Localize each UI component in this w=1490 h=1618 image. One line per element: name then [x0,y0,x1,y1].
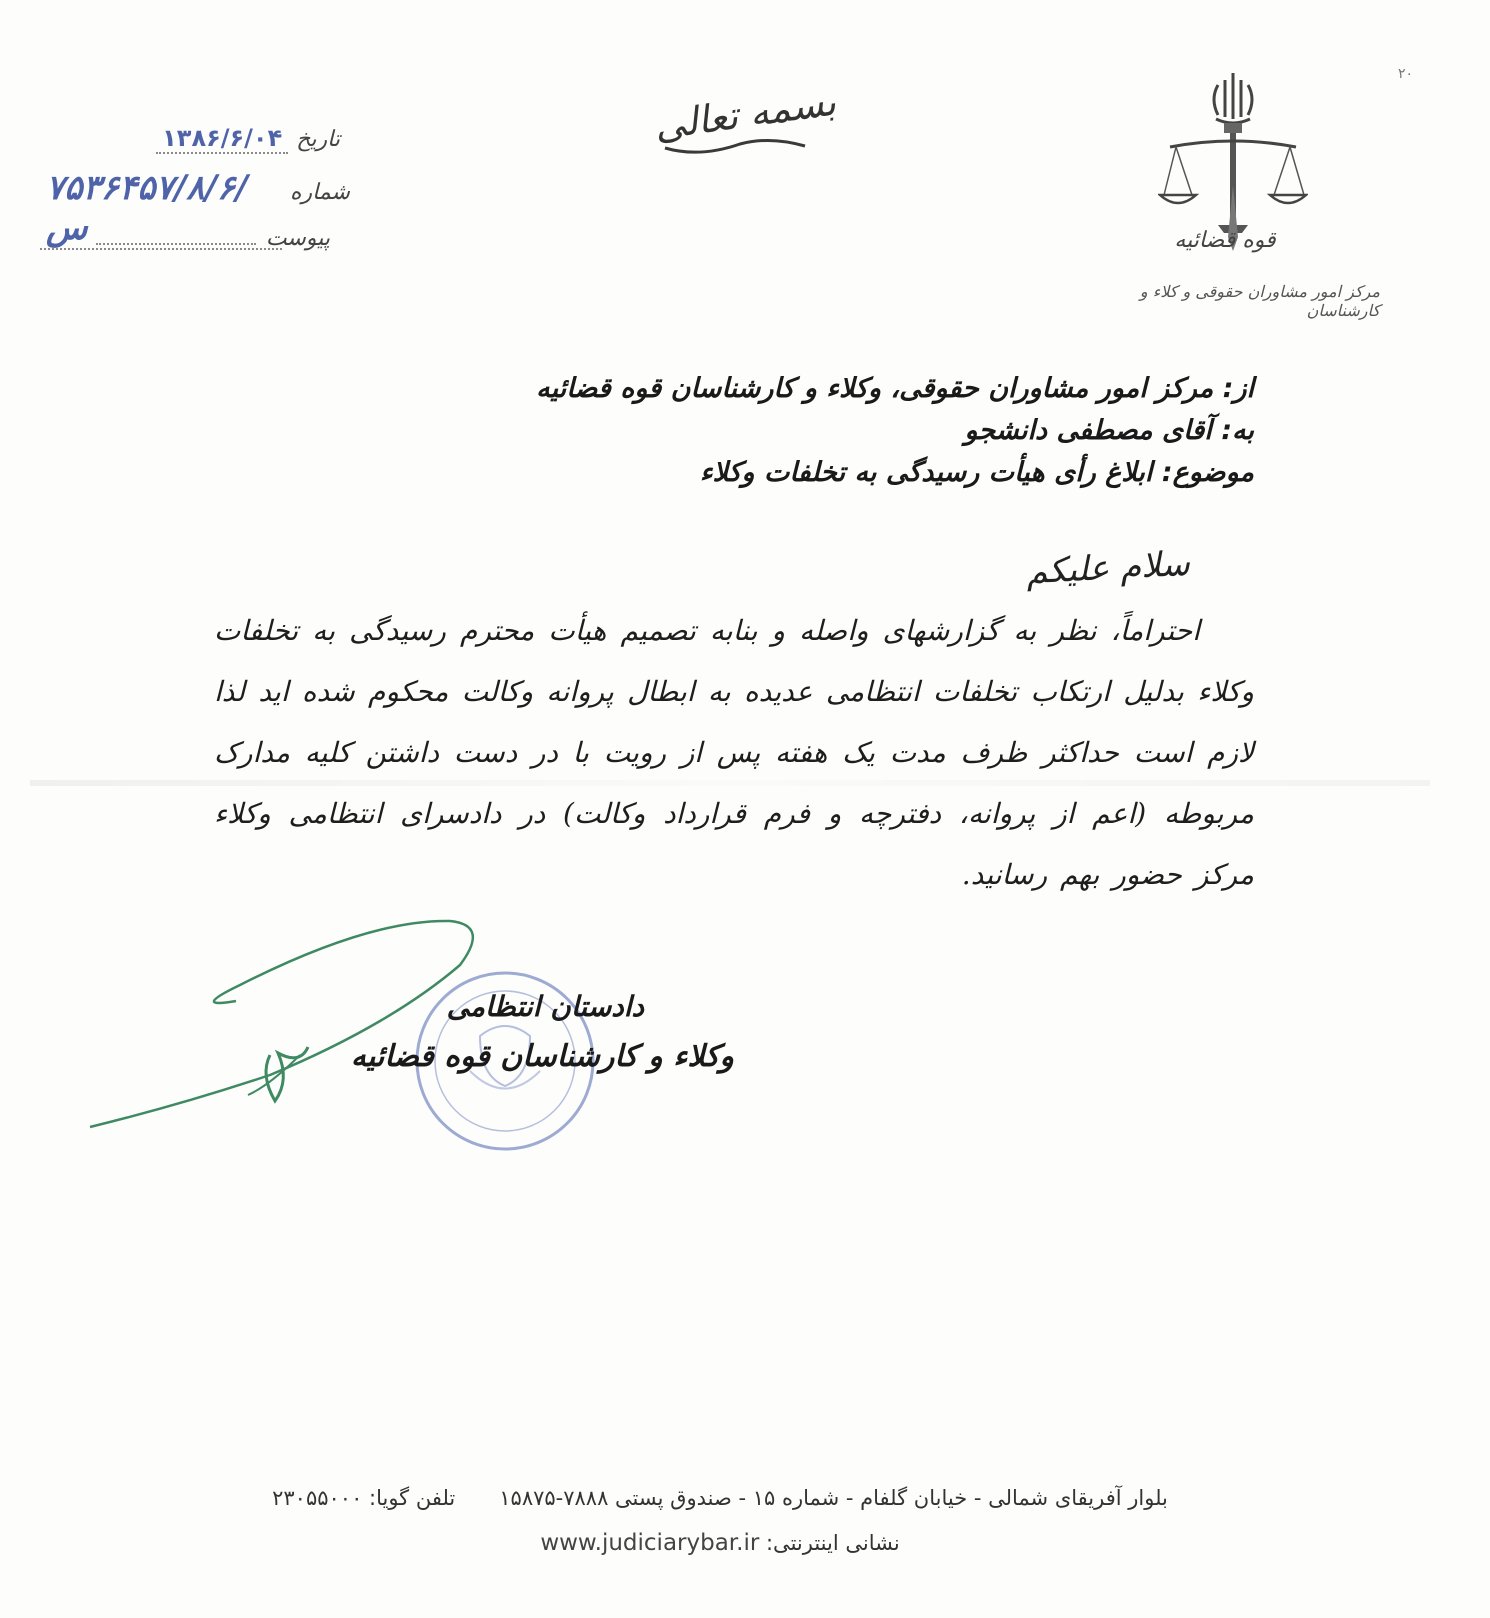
footer-phone: تلفن گویا: ۲۳۰۵۵۰۰۰ [272,1486,456,1510]
number-label: شماره [289,180,350,205]
signer-org: وکلاء و کارشناسان قوه قضائیه [350,1039,734,1074]
attachment-field [80,226,330,251]
address-block [354,368,1254,494]
to-line: به: آقای مصطفی دانشجو [964,415,1254,446]
greeting: سلام علیکم [1025,543,1191,593]
footer-address [120,1486,1320,1510]
signer-title: دادستان انتظامی [446,990,644,1023]
footer-website [420,1530,1020,1556]
bismillah-heading: بسمه تعالی [651,79,839,149]
attachment-label: پیوست [265,226,330,251]
footer-website-label: نشانی اینترنتی: [765,1531,900,1555]
date-label: تاریخ [296,127,340,152]
date-value: ۱۳۸۶/۶/۰۴ [156,124,288,154]
letter-body-text: احتراماً، نظر به گزارشهای واصله و بنابه تصمیم هیأت محترم رسیدگی به تخلفات وکلاء بدلیل ارتکاب تخلفات انتظامی عدیده به ابطال پروانه وکالت محکوم شده اید لذا لازم است حداکثر ظرف مدت یک هفته پس از رویت با در دست داشتن کلیه مدارک مربوطه (اعم از پروانه، دفترچه و فرم قرارداد وکالت) در دادسرای انتظامی وکلاء مرکز حضور بهم رسانید. [214,614,1254,891]
judiciary-name: قوه قضائیه [1174,228,1276,253]
subject-line: موضوع: ابلاغ رأی هیأت رسیدگی به تخلفات وکلاء [699,457,1254,488]
footer-postal-address: بلوار آفریقای شمالی - خیابان گلفام - شماره ۱۵ - صندوق پستی ۷۸۸۸-۱۵۸۷۵ [499,1486,1168,1510]
signature-block [351,982,734,1082]
footer-website-url[interactable]: www.judiciarybar.ir [540,1530,760,1556]
attachment-blank [96,243,256,245]
corner-mark: ٢٠ [1398,66,1414,82]
calligraphy-flourish-icon [660,130,810,160]
judiciary-emblem [1138,60,1328,310]
center-name: مرکز امور مشاوران حقوقی و کلاء و کارشناسان [1139,282,1380,320]
number-value: ۷۵۳۶۴۵۷/۸/۶/س [40,168,282,250]
letter-body [214,600,1254,905]
from-line: از: مرکز امور مشاوران حقوقی، وکلاء و کارشناسان قوه قضائیه [536,373,1254,404]
date-field [60,124,340,154]
